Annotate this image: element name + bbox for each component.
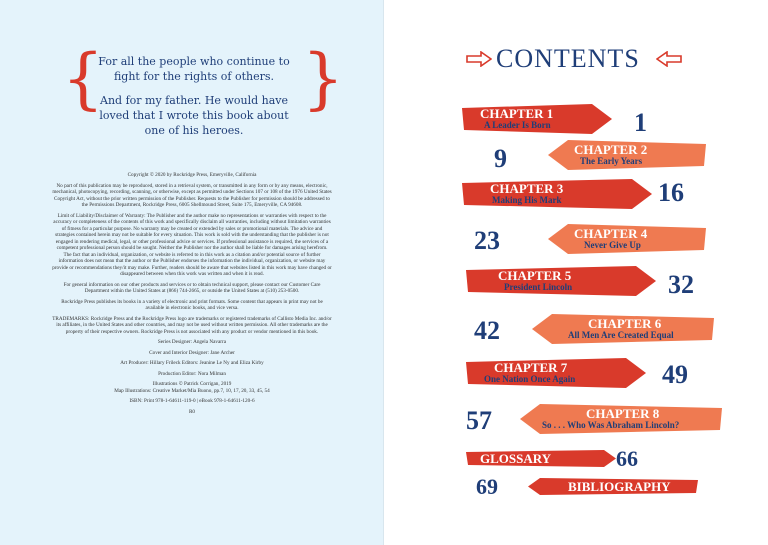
chapter-label: CHAPTER 5 (498, 268, 572, 283)
chapter-label: CHAPTER 7 (494, 360, 568, 375)
page-number: 42 (474, 316, 500, 345)
map-illustrations-credit: Map Illustrations: Creative Market/Mia Buono, pp.7, 10, 17, 20, 33, 45, 54 (114, 387, 270, 394)
arrow-right-icon (466, 51, 492, 67)
art-producer-editors: Art Producer: Hillary Frileck Editors: Jeanine Le Ny and Eliza Kirby (120, 360, 264, 366)
series-designer: Series Designer: Angela Navarra (157, 339, 227, 345)
illustrations-credit: Illustrations © Patrick Corrigan, 2019 (152, 381, 232, 387)
chapter-label: CHAPTER 2 (574, 142, 648, 157)
chapter-subtitle: One Nation Once Again (484, 374, 576, 384)
trademarks: TRADEMARKS: Rockridge Press and the Rockridge Press logo are trademarks or registered trademarks of Callisto Media Inc. and/or its affiliates, in the United States and other countries, and may not be used without written permission. All other trademarks are the property of their respective owners. Rockridge Press is not associated with any product or vendor mentioned in this book. (52, 315, 332, 335)
dedication (88, 54, 300, 147)
production-editor: Production Editor: Nora Milman (158, 370, 226, 377)
customer-care: For general information on our other products and services or to obtain technical support, please contact our Customer Care Department within the United States at (866) 744-2665, or outside the United States at (510) 253-0500. (63, 281, 321, 294)
chapter-label: BIBLIOGRAPHY (568, 479, 671, 494)
left-brace-ornament: { (62, 40, 104, 117)
dedication-line-1: For all the people who continue to fight for the rights of others. (98, 55, 290, 83)
copyright-block (52, 172, 332, 419)
cover-designer: Cover and Interior Designer: Jane Archer (149, 349, 235, 356)
chapter-label: CHAPTER 3 (490, 181, 564, 196)
page-number: 9 (494, 144, 507, 173)
chapter-subtitle: Making His Mark (492, 195, 562, 205)
right-brace-ornament: } (302, 40, 344, 117)
page-number: 23 (474, 226, 500, 255)
page-number: 66 (616, 446, 638, 471)
page-number: 57 (466, 406, 492, 435)
page-number: 16 (658, 178, 684, 207)
contents-page (384, 0, 768, 545)
reproduction-notice: No part of this publication may be reproduced, stored in a retrieval system, or transmitted in any form or by any means, electronic, mechanical, photocopying, recording, scanning, or otherwise, except as permitted under Sections 107 or 108 of the 1976 United States Copyright Act, without the prior written permission of the Publisher. Requests to the Publisher for permission should be addressed to the Permissions Department, Rockridge Press, 6005 Shellmound Street, Suite 175, Emeryville, CA 94608. (52, 182, 332, 208)
copyright-notice: Copyright © 2020 by Rockridge Press, Emeryville, California (127, 172, 257, 178)
chapter-subtitle: President Lincoln (504, 282, 573, 292)
printing-code: R0 (188, 408, 196, 415)
chapter-label: CHAPTER 6 (588, 316, 662, 331)
chapter-subtitle: Never Give Up (584, 240, 641, 250)
chapter-label: GLOSSARY (480, 451, 552, 466)
contents-title: CONTENTS (496, 44, 640, 73)
chapter-subtitle: The Early Years (580, 156, 643, 166)
page-number: 32 (668, 270, 694, 299)
disclaimer: Limit of Liability/Disclaimer of Warranty: The Publisher and the author make no representations or warranties with respect to the accuracy or completeness of the contents of this work and specifically disclaim all warranties, including without limitation warranties of fitness for a particular purpose. No warranty may be created or extended by sales or promotional materials. The advice and strategies contained herein may not be suitable for every situation. This work is sold with the understanding that the publisher is not engaged in rendering medical, legal, or other professional advice or services. If professional assistance is required, the services of a competent professional person should be sought. Neither the Publisher nor the author shall be liable for damages arising herefrom. The fact that an individual, organization, or website is referred to in this work as a citation and/or potential source of further information does not mean that the author or the Publisher endorses the information the individual, organization, or website may provide or recommendations they/it may make. Further, readers should be aware that websites listed in this work may have changed or disappeared between when this work was written and when it is read. (52, 212, 332, 277)
chapter-subtitle: A Leader Is Born (484, 120, 551, 130)
chapter-label: CHAPTER 8 (586, 406, 660, 421)
page-number: 69 (476, 474, 498, 499)
chapter-label: CHAPTER 4 (574, 226, 648, 241)
isbn: ISBN: Print 978-1-64611-119-0 | eBook 978-1-64611-120-6 (129, 398, 255, 404)
chapter-subtitle: All Men Are Created Equal (568, 330, 674, 340)
formats-note: Rockridge Press publishes its books in a variety of electronic and print formats. Some content that appears in print may not be available in electronic books, and vice versa. (61, 298, 323, 311)
chapter-subtitle: So . . . Who Was Abraham Lincoln? (542, 420, 680, 430)
arrow-left-icon (656, 51, 682, 67)
page-number: 49 (662, 360, 688, 389)
chapter-label: CHAPTER 1 (480, 106, 554, 121)
page-number: 1 (634, 108, 647, 137)
dedication-line-2: And for my father. He would have loved that I wrote this book about one of his heroes. (99, 94, 289, 137)
